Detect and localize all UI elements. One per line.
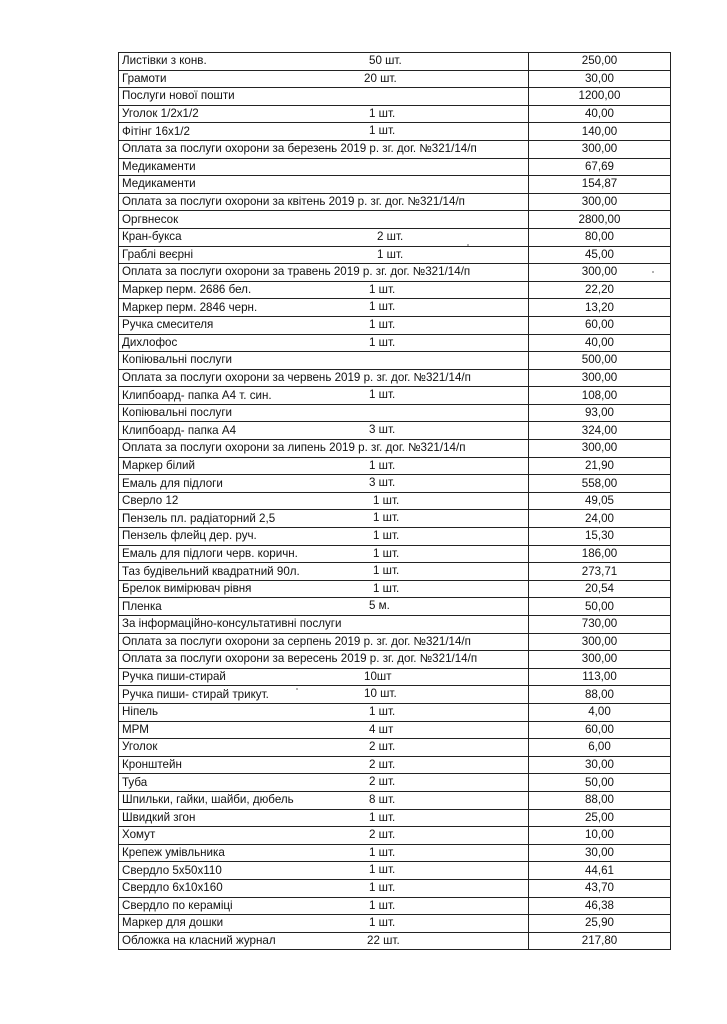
item-amount: 80,00 bbox=[529, 228, 671, 246]
table-row bbox=[119, 932, 671, 950]
item-amount: 60,00 bbox=[529, 721, 671, 739]
item-amount: 140,00 bbox=[529, 123, 671, 141]
item-cell bbox=[119, 915, 529, 933]
table-row bbox=[119, 123, 671, 141]
item-description: Медикаменти bbox=[122, 177, 196, 191]
item-cell bbox=[119, 528, 529, 546]
table-row bbox=[119, 264, 671, 282]
item-quantity: 1 шт. bbox=[369, 335, 396, 349]
item-cell bbox=[119, 651, 529, 669]
item-description: Свердло 6х10х160 bbox=[122, 881, 223, 895]
item-amount: 300,00 bbox=[529, 264, 671, 282]
item-amount: 108,00 bbox=[529, 387, 671, 405]
item-amount: 250,00 bbox=[529, 53, 671, 71]
table-row bbox=[119, 88, 671, 106]
item-amount: 113,00 bbox=[529, 668, 671, 686]
item-description: Свердло по кераміці bbox=[122, 898, 233, 912]
table-row bbox=[119, 721, 671, 739]
item-quantity: 5 м. bbox=[369, 599, 390, 613]
table-row bbox=[119, 457, 671, 475]
item-amount: 50,00 bbox=[529, 598, 671, 616]
item-quantity: 1 шт. bbox=[373, 511, 400, 525]
item-amount: 25,90 bbox=[529, 915, 671, 933]
item-cell bbox=[119, 897, 529, 915]
item-cell bbox=[119, 140, 529, 158]
item-amount: 186,00 bbox=[529, 545, 671, 563]
item-cell bbox=[119, 70, 529, 88]
item-quantity: 1 шт. bbox=[369, 317, 396, 331]
item-quantity: 1 шт. bbox=[373, 581, 400, 595]
item-cell bbox=[119, 879, 529, 897]
table-row bbox=[119, 440, 671, 458]
item-quantity: 1 шт. bbox=[369, 458, 396, 472]
table-row bbox=[119, 281, 671, 299]
item-description: Фітінг 16х1/2 bbox=[122, 124, 190, 138]
item-quantity: 1 шт. bbox=[377, 247, 404, 261]
item-description: Швидкий згон bbox=[122, 810, 196, 824]
item-amount: 22,20 bbox=[529, 281, 671, 299]
item-amount: 49,05 bbox=[529, 492, 671, 510]
item-cell bbox=[119, 932, 529, 950]
item-cell bbox=[119, 352, 529, 370]
item-cell bbox=[119, 510, 529, 528]
item-amount: 300,00 bbox=[529, 651, 671, 669]
table-row bbox=[119, 563, 671, 581]
item-description: Кран-букса bbox=[122, 230, 182, 244]
item-amount: 154,87 bbox=[529, 176, 671, 194]
table-row bbox=[119, 528, 671, 546]
item-quantity: 10шт bbox=[364, 669, 392, 683]
item-description: Таз будівельний квадратний 90л. bbox=[122, 564, 300, 578]
table-row bbox=[119, 158, 671, 176]
item-description: Туба bbox=[122, 775, 148, 789]
item-quantity: 1 шт. bbox=[369, 863, 396, 877]
item-amount: 46,38 bbox=[529, 897, 671, 915]
table-row bbox=[119, 246, 671, 264]
table-row bbox=[119, 686, 671, 704]
item-quantity: 8 шт. bbox=[369, 792, 396, 806]
item-cell bbox=[119, 616, 529, 634]
item-quantity: 3 шт. bbox=[369, 476, 396, 490]
table-row bbox=[119, 598, 671, 616]
item-cell bbox=[119, 703, 529, 721]
table-row bbox=[119, 369, 671, 387]
item-quantity: 2 шт. bbox=[369, 828, 396, 842]
table-row bbox=[119, 299, 671, 317]
item-quantity: 1 шт. bbox=[373, 564, 400, 578]
item-cell bbox=[119, 193, 529, 211]
item-amount: 30,00 bbox=[529, 756, 671, 774]
item-cell bbox=[119, 123, 529, 141]
item-description: Хомут bbox=[122, 828, 156, 842]
table-row bbox=[119, 352, 671, 370]
table-row bbox=[119, 756, 671, 774]
item-amount: 4,00 bbox=[529, 703, 671, 721]
item-quantity: 1 шт. bbox=[369, 845, 396, 859]
item-amount: 30,00 bbox=[529, 844, 671, 862]
item-quantity: 2 шт. bbox=[377, 229, 404, 243]
item-cell bbox=[119, 809, 529, 827]
item-quantity: 50 шт. bbox=[369, 54, 402, 67]
item-cell bbox=[119, 545, 529, 563]
item-amount: 25,00 bbox=[529, 809, 671, 827]
item-cell bbox=[119, 369, 529, 387]
item-quantity: 3 шт. bbox=[369, 423, 396, 437]
item-description: Свердло 5х50х110 bbox=[122, 863, 222, 877]
item-cell bbox=[119, 774, 529, 792]
item-description: Сверло 12 bbox=[122, 494, 179, 508]
item-quantity: 1 шт. bbox=[369, 810, 396, 824]
item-quantity: 2 шт. bbox=[369, 775, 396, 789]
item-cell bbox=[119, 334, 529, 352]
item-cell bbox=[119, 475, 529, 493]
item-cell bbox=[119, 246, 529, 264]
item-description: Копіювальні послуги bbox=[122, 353, 233, 367]
item-amount: 1200,00 bbox=[529, 88, 671, 106]
item-amount: 730,00 bbox=[529, 616, 671, 634]
item-cell bbox=[119, 158, 529, 176]
table-row bbox=[119, 211, 671, 229]
table-row bbox=[119, 580, 671, 598]
item-description: Граблі веєрні bbox=[122, 247, 194, 261]
item-description: Кронштейн bbox=[122, 758, 182, 772]
item-quantity: 1 шт. bbox=[373, 493, 400, 507]
item-amount: 6,00 bbox=[529, 739, 671, 757]
item-cell bbox=[119, 211, 529, 229]
item-description: Ніпель bbox=[122, 705, 159, 719]
item-cell bbox=[119, 299, 529, 317]
item-amount: 67,69 bbox=[529, 158, 671, 176]
item-quantity: 1 шт. bbox=[369, 704, 396, 718]
item-cell bbox=[119, 404, 529, 422]
item-amount: 10,00 bbox=[529, 827, 671, 845]
table-row bbox=[119, 193, 671, 211]
item-description: Оплата за послуги охорони за червень 2019 р. зг. дог. №321/14/п bbox=[122, 370, 471, 384]
item-description: Ручка смесителя bbox=[122, 318, 214, 332]
scan-speck bbox=[652, 271, 654, 273]
item-quantity: 1 шт. bbox=[369, 388, 396, 402]
item-cell bbox=[119, 756, 529, 774]
item-quantity: 1 шт. bbox=[373, 529, 400, 543]
item-cell bbox=[119, 176, 529, 194]
item-description: Уголок 1/2х1/2 bbox=[122, 107, 199, 121]
item-description: Шпильки, гайки, шайби, дюбель bbox=[122, 793, 294, 807]
item-description: Послуги нової пошти bbox=[122, 89, 235, 103]
item-description: Маркер перм. 2846 черн. bbox=[122, 300, 258, 314]
item-description: Маркер білий bbox=[122, 458, 195, 472]
item-amount: 88,00 bbox=[529, 791, 671, 809]
table-row bbox=[119, 404, 671, 422]
item-cell bbox=[119, 580, 529, 598]
item-cell bbox=[119, 387, 529, 405]
table-row bbox=[119, 844, 671, 862]
item-amount: 24,00 bbox=[529, 510, 671, 528]
item-description: Дихлофос bbox=[122, 335, 178, 349]
item-quantity: 1 шт. bbox=[369, 124, 396, 138]
table-row bbox=[119, 703, 671, 721]
item-amount: 300,00 bbox=[529, 193, 671, 211]
item-amount: 217,80 bbox=[529, 932, 671, 950]
item-amount: 40,00 bbox=[529, 105, 671, 123]
table-row bbox=[119, 827, 671, 845]
item-amount: 2800,00 bbox=[529, 211, 671, 229]
item-quantity: 22 шт. bbox=[367, 933, 400, 947]
item-description: Медикаменти bbox=[122, 159, 196, 173]
item-amount: 21,90 bbox=[529, 457, 671, 475]
item-description: За інформаційно-консультативні послуги bbox=[122, 617, 342, 631]
item-amount: 20,54 bbox=[529, 580, 671, 598]
item-cell bbox=[119, 563, 529, 581]
item-description: Емаль для підлоги bbox=[122, 476, 223, 490]
table-row bbox=[119, 492, 671, 510]
item-amount: 40,00 bbox=[529, 334, 671, 352]
item-cell bbox=[119, 88, 529, 106]
item-amount: 44,61 bbox=[529, 862, 671, 880]
table-row bbox=[119, 387, 671, 405]
table-row bbox=[119, 879, 671, 897]
item-amount: 300,00 bbox=[529, 440, 671, 458]
table-row bbox=[119, 897, 671, 915]
table-row bbox=[119, 668, 671, 686]
expense-sheet bbox=[118, 52, 670, 950]
item-description: Оплата за послуги охорони за травень 2019 р. зг. дог. №321/14/п bbox=[122, 265, 471, 279]
item-amount: 300,00 bbox=[529, 140, 671, 158]
item-description: Оргвнесок bbox=[122, 212, 179, 226]
item-quantity: 20 шт. bbox=[364, 71, 397, 85]
item-description: Маркер перм. 2686 бел. bbox=[122, 283, 252, 297]
table-row bbox=[119, 809, 671, 827]
item-amount: 15,30 bbox=[529, 528, 671, 546]
item-cell bbox=[119, 739, 529, 757]
table-row bbox=[119, 616, 671, 634]
scan-speck bbox=[467, 244, 469, 246]
table-row bbox=[119, 774, 671, 792]
item-amount: 50,00 bbox=[529, 774, 671, 792]
item-description: Оплата за послуги охорони за серпень 2019 р. зг. дог. №321/14/п bbox=[122, 634, 471, 648]
item-cell bbox=[119, 440, 529, 458]
expense-table bbox=[118, 52, 671, 950]
item-description: Оплата за послуги охорони за березень 2019 р. зг. дог. №321/14/п bbox=[122, 142, 477, 156]
item-quantity: 1 шт. bbox=[369, 916, 396, 930]
table-row bbox=[119, 510, 671, 528]
item-cell bbox=[119, 827, 529, 845]
item-quantity: 1 шт. bbox=[369, 106, 396, 120]
item-description: Ручка пиши- стирай трикут. bbox=[122, 687, 269, 701]
item-description: Уголок bbox=[122, 740, 158, 754]
item-amount: 43,70 bbox=[529, 879, 671, 897]
item-description: Грамоти bbox=[122, 71, 167, 85]
item-cell bbox=[119, 633, 529, 651]
item-description: Маркер для дошки bbox=[122, 916, 224, 930]
item-cell bbox=[119, 492, 529, 510]
item-cell bbox=[119, 281, 529, 299]
item-cell bbox=[119, 862, 529, 880]
item-amount: 300,00 bbox=[529, 369, 671, 387]
table-row bbox=[119, 915, 671, 933]
item-description: Пленка bbox=[122, 599, 162, 613]
item-cell bbox=[119, 598, 529, 616]
item-cell bbox=[119, 422, 529, 440]
item-amount: 558,00 bbox=[529, 475, 671, 493]
table-row bbox=[119, 140, 671, 158]
item-description: Ручка пиши-стирай bbox=[122, 670, 226, 684]
item-quantity: 1 шт. bbox=[373, 546, 400, 560]
item-quantity: 2 шт. bbox=[369, 757, 396, 771]
item-description: Листівки з конв. bbox=[122, 54, 207, 68]
item-description: Клипбоард- папка А4 bbox=[122, 423, 237, 437]
item-description: Обложка на класний журнал bbox=[122, 933, 276, 947]
item-cell bbox=[119, 791, 529, 809]
item-cell bbox=[119, 316, 529, 334]
item-quantity: 10 шт. bbox=[364, 687, 397, 701]
item-description: МРМ bbox=[122, 722, 149, 736]
item-amount: 500,00 bbox=[529, 352, 671, 370]
table-row bbox=[119, 334, 671, 352]
table-row bbox=[119, 791, 671, 809]
item-description: Клипбоард- папка А4 т. син. bbox=[122, 388, 272, 402]
table-row bbox=[119, 545, 671, 563]
item-amount: 60,00 bbox=[529, 316, 671, 334]
table-row bbox=[119, 651, 671, 669]
item-cell bbox=[119, 264, 529, 282]
item-description: Брелок вимірювач рівня bbox=[122, 582, 252, 596]
item-quantity: 1 шт. bbox=[369, 300, 396, 314]
item-amount: 88,00 bbox=[529, 686, 671, 704]
item-amount: 45,00 bbox=[529, 246, 671, 264]
table-row bbox=[119, 633, 671, 651]
item-quantity: 1 шт. bbox=[369, 282, 396, 296]
item-description: Оплата за послуги охорони за липень 2019 р. зг. дог. №321/14/п bbox=[122, 441, 466, 455]
item-cell bbox=[119, 457, 529, 475]
item-cell bbox=[119, 105, 529, 123]
item-cell bbox=[119, 844, 529, 862]
item-quantity: 1 шт. bbox=[369, 880, 396, 894]
item-description: Оплата за послуги охорони за квітень 2019 р. зг. дог. №321/14/п bbox=[122, 195, 465, 209]
table-row bbox=[119, 228, 671, 246]
item-cell bbox=[119, 668, 529, 686]
table-row bbox=[119, 862, 671, 880]
item-cell bbox=[119, 53, 529, 71]
table-row bbox=[119, 105, 671, 123]
item-description: Пензель флейц дер. руч. bbox=[122, 529, 257, 543]
item-cell bbox=[119, 721, 529, 739]
expense-table-body bbox=[119, 53, 671, 950]
item-quantity: 1 шт. bbox=[369, 898, 396, 912]
item-amount: 324,00 bbox=[529, 422, 671, 440]
item-amount: 300,00 bbox=[529, 633, 671, 651]
item-amount: 93,00 bbox=[529, 404, 671, 422]
item-amount: 273,71 bbox=[529, 563, 671, 581]
item-amount: 13,20 bbox=[529, 299, 671, 317]
table-row bbox=[119, 53, 671, 71]
scan-speck bbox=[296, 688, 298, 690]
item-description: Пензель пл. радіаторний 2,5 bbox=[122, 511, 276, 525]
item-description: Крепеж умівльника bbox=[122, 846, 225, 860]
item-description: Копіювальні послуги bbox=[122, 406, 233, 420]
item-quantity: 2 шт. bbox=[369, 740, 396, 754]
table-row bbox=[119, 316, 671, 334]
table-row bbox=[119, 739, 671, 757]
item-description: Емаль для підлоги черв. коричн. bbox=[122, 546, 298, 560]
item-description: Оплата за послуги охорони за вересень 2019 р. зг. дог. №321/14/п bbox=[122, 652, 478, 666]
item-quantity: 4 шт bbox=[369, 722, 394, 736]
table-row bbox=[119, 176, 671, 194]
table-row bbox=[119, 475, 671, 493]
table-row bbox=[119, 422, 671, 440]
item-amount: 30,00 bbox=[529, 70, 671, 88]
item-cell bbox=[119, 686, 529, 704]
table-row bbox=[119, 70, 671, 88]
